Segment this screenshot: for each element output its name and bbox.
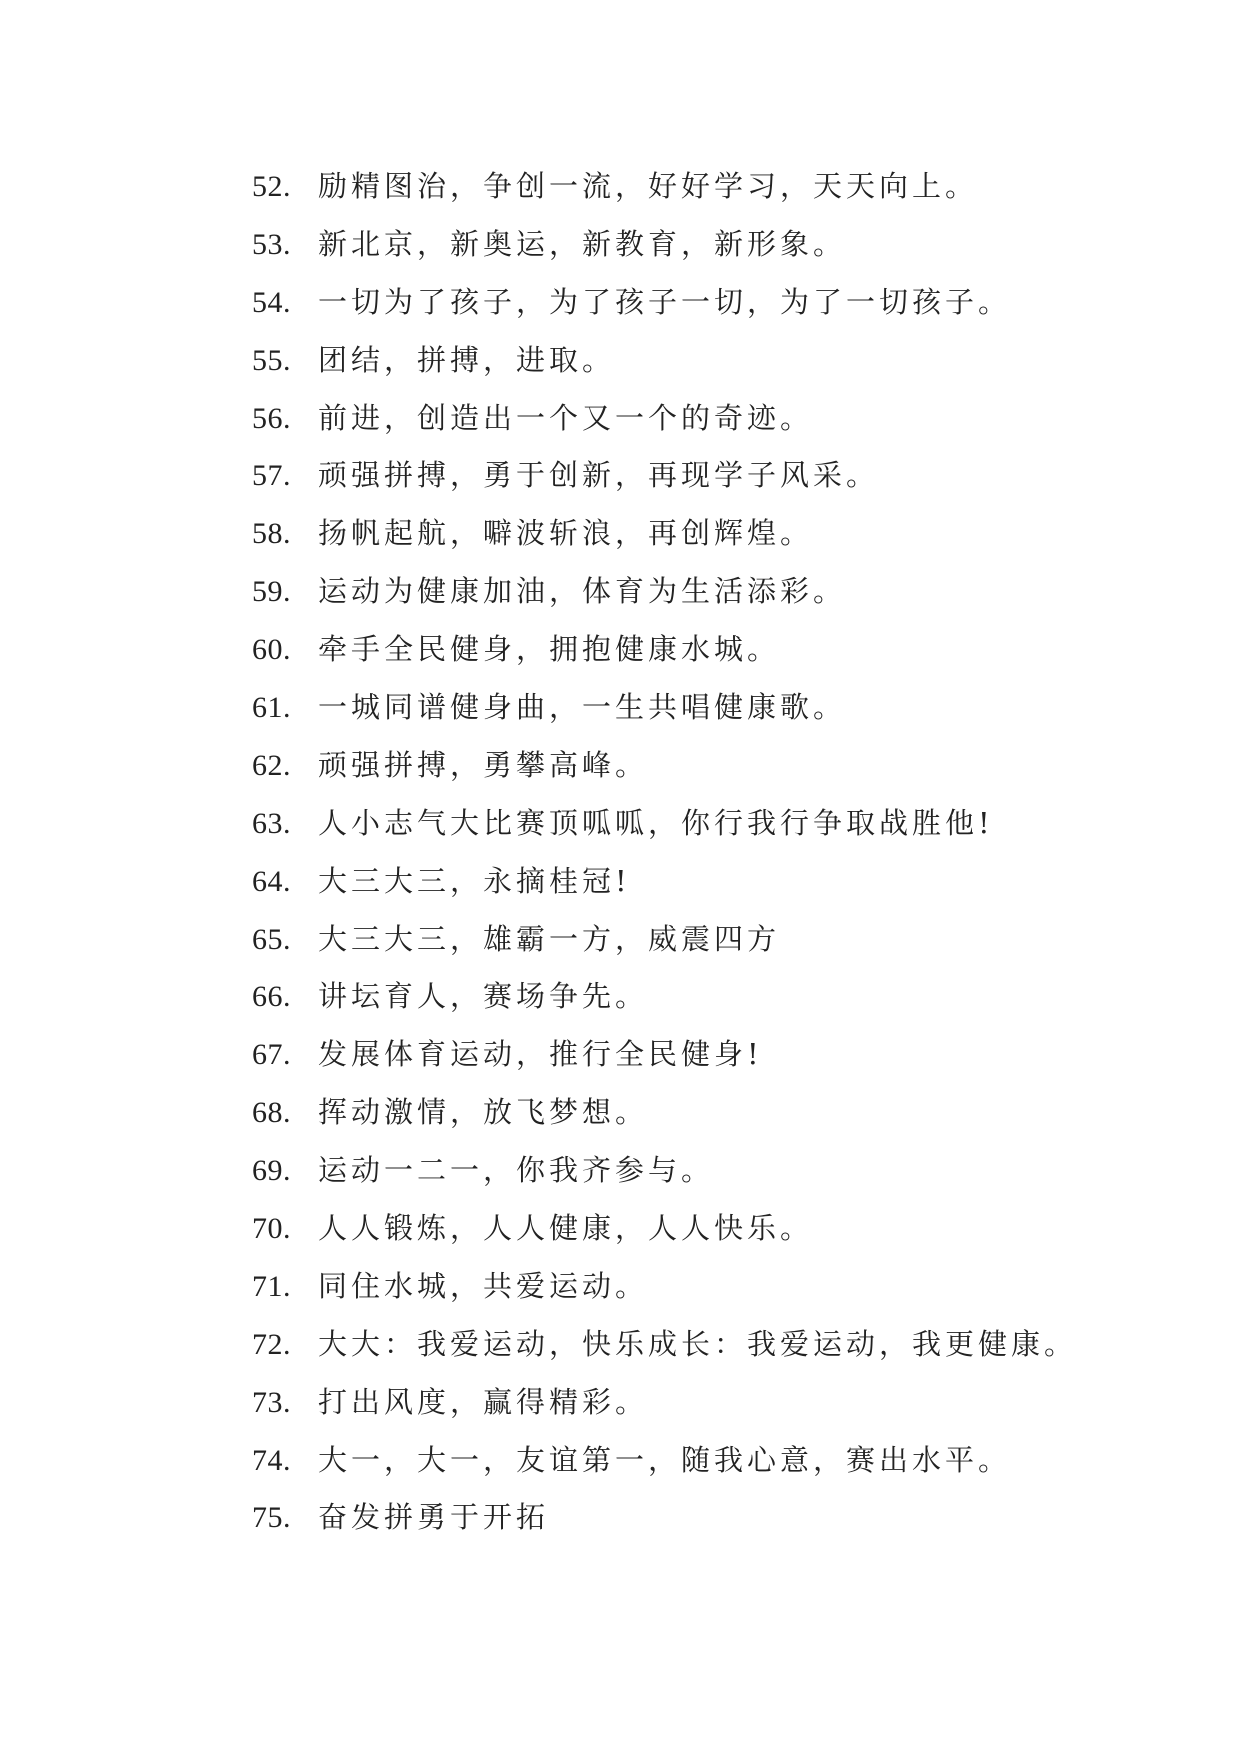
list-item bbox=[252, 1026, 1152, 1084]
item-number: 74. bbox=[252, 1443, 291, 1477]
item-text: 扬帆起航，噼波斩浪，再创辉煌。 bbox=[318, 516, 814, 551]
item-number: 61. bbox=[252, 691, 291, 725]
item-text: 团结，拼搏，进取。 bbox=[318, 342, 616, 377]
item-text: 人人锻炼，人人健康，人人快乐。 bbox=[318, 1211, 814, 1246]
list-item bbox=[252, 1200, 1152, 1258]
item-number: 59. bbox=[252, 575, 291, 609]
item-number: 62. bbox=[252, 748, 291, 782]
list-item bbox=[252, 447, 1152, 505]
item-number: 72. bbox=[252, 1327, 291, 1361]
item-number: 52. bbox=[252, 170, 291, 203]
list-item bbox=[252, 1258, 1152, 1316]
item-text: 运动一二一，你我齐参与。 bbox=[318, 1153, 715, 1188]
list-item bbox=[252, 1432, 1152, 1490]
item-number: 69. bbox=[252, 1154, 291, 1188]
list-item bbox=[252, 1316, 1152, 1374]
item-number: 56. bbox=[252, 401, 291, 435]
item-text: 大大：我爱运动，快乐成长：我爱运动，我更健康。 bbox=[318, 1326, 1078, 1361]
item-text: 大一，大一，友谊第一，随我心意，赛出水平。 bbox=[318, 1442, 1012, 1477]
item-text: 打出风度，赢得精彩。 bbox=[318, 1384, 649, 1419]
item-number: 71. bbox=[252, 1269, 291, 1303]
item-number: 65. bbox=[252, 922, 291, 956]
list-item bbox=[252, 1489, 1152, 1547]
slogan-list bbox=[252, 158, 1152, 1547]
list-item bbox=[252, 1142, 1152, 1200]
item-text: 发展体育运动，推行全民健身! bbox=[318, 1037, 763, 1072]
list-item bbox=[252, 216, 1152, 274]
item-number: 64. bbox=[252, 864, 291, 898]
item-number: 54. bbox=[252, 285, 291, 319]
item-text: 新北京，新奥运，新教育，新形象。 bbox=[318, 226, 847, 261]
item-number: 73. bbox=[252, 1385, 291, 1419]
list-item bbox=[252, 853, 1152, 911]
list-item bbox=[252, 621, 1152, 679]
item-text: 牵手全民健身，拥抱健康水城。 bbox=[318, 632, 781, 667]
list-item bbox=[252, 563, 1152, 621]
item-text: 同住水城，共爱运动。 bbox=[318, 1268, 649, 1303]
list-item bbox=[252, 332, 1152, 390]
list-item bbox=[252, 1084, 1152, 1142]
item-number: 60. bbox=[252, 633, 291, 667]
item-text: 前进，创造出一个又一个的奇迹。 bbox=[318, 400, 814, 435]
item-number: 58. bbox=[252, 517, 291, 551]
item-text: 一切为了孩子，为了孩子一切，为了一切孩子。 bbox=[318, 284, 1012, 319]
item-number: 66. bbox=[252, 980, 291, 1014]
item-text: 顽强拼搏，勇于创新，再现学子风采。 bbox=[318, 458, 880, 493]
list-item bbox=[252, 679, 1152, 737]
list-item bbox=[252, 390, 1152, 448]
list-item bbox=[252, 274, 1152, 332]
item-text: 大三大三，永摘桂冠! bbox=[318, 863, 631, 898]
list-item bbox=[252, 737, 1152, 795]
item-number: 57. bbox=[252, 459, 291, 493]
item-text: 顽强拼搏，勇攀高峰。 bbox=[318, 747, 649, 782]
list-item bbox=[252, 795, 1152, 853]
item-number: 75. bbox=[252, 1501, 291, 1535]
list-item bbox=[252, 911, 1152, 969]
item-text: 运动为健康加油，体育为生活添彩。 bbox=[318, 574, 847, 609]
item-text: 讲坛育人，赛场争先。 bbox=[318, 979, 649, 1014]
item-text: 奋发拼勇于开拓 bbox=[318, 1500, 550, 1535]
item-number: 68. bbox=[252, 1096, 291, 1130]
item-number: 70. bbox=[252, 1212, 291, 1246]
item-text: 挥动激情，放飞梦想。 bbox=[318, 1095, 649, 1130]
item-text: 人小志气大比赛顶呱呱，你行我行争取战胜他! bbox=[318, 805, 994, 840]
item-number: 67. bbox=[252, 1038, 291, 1072]
item-number: 53. bbox=[252, 227, 291, 261]
item-number: 63. bbox=[252, 806, 291, 840]
item-number: 55. bbox=[252, 343, 291, 377]
item-text: 大三大三，雄霸一方，威震四方 bbox=[318, 921, 781, 956]
item-text: 励精图治，争创一流，好好学习，天天向上。 bbox=[318, 169, 979, 203]
item-text: 一城同谱健身曲，一生共唱健康歌。 bbox=[318, 690, 847, 725]
list-item bbox=[252, 968, 1152, 1026]
list-item bbox=[252, 505, 1152, 563]
list-item bbox=[252, 1374, 1152, 1432]
list-item bbox=[252, 158, 1152, 216]
